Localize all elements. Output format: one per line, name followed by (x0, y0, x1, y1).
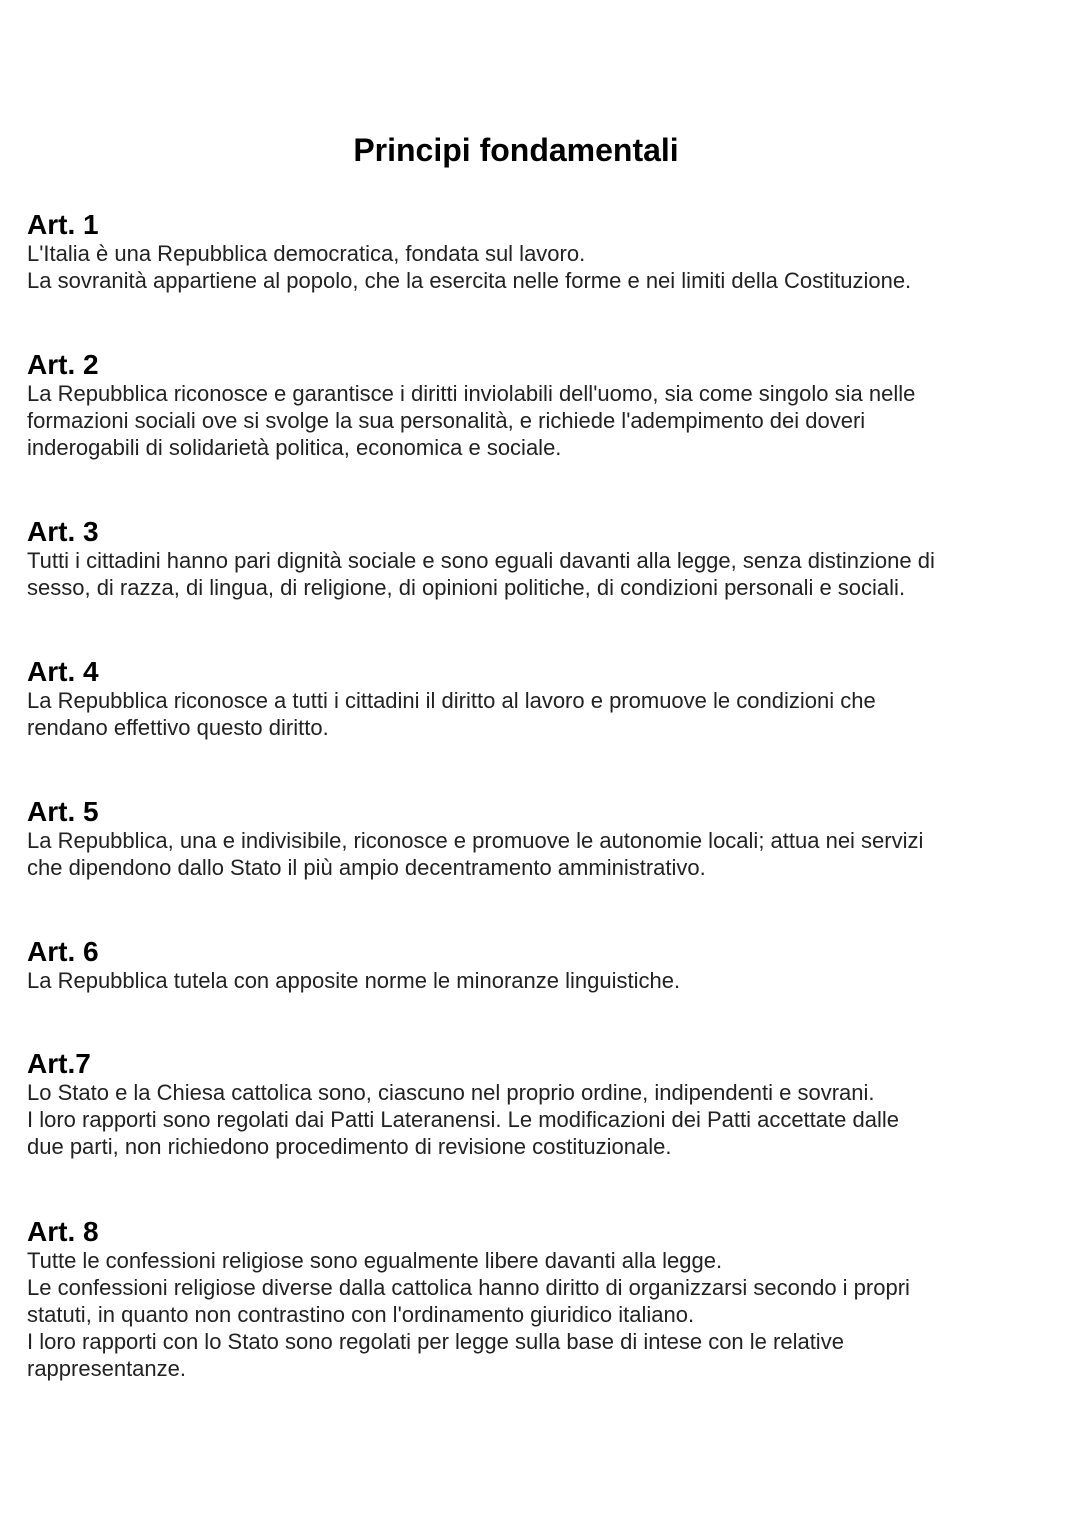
article-2 (27, 350, 1047, 461)
article-3 (27, 517, 1047, 601)
article-5 (27, 797, 1047, 881)
article-heading: Art.7 (27, 1048, 91, 1079)
article-text-line: La Repubblica riconosce e garantisce i diritti inviolabili dell'uomo, sia come singolo sia nelle (27, 381, 916, 406)
article-heading: Art. 8 (27, 1216, 99, 1247)
article-text-line: La Repubblica riconosce a tutti i cittadini il diritto al lavoro e promuove le condizioni che (27, 688, 876, 713)
article-7 (27, 1049, 1047, 1160)
article-text-line: La Repubblica, una e indivisibile, riconosce e promuove le autonomie locali; attua nei servizi (27, 828, 924, 853)
article-heading: Art. 4 (27, 656, 99, 687)
article-6 (27, 937, 1047, 994)
article-text-line: rappresentanze. (27, 1356, 186, 1381)
article-8 (27, 1217, 1047, 1382)
article-text-line: Tutte le confessioni religiose sono egualmente libere davanti alla legge. (27, 1248, 723, 1273)
article-text-line: L'Italia è una Repubblica democratica, fondata sul lavoro. (27, 241, 586, 266)
page-title: Principi fondamentali (353, 132, 679, 168)
article-text-line: I loro rapporti con lo Stato sono regolati per legge sulla base di intese con le relative (27, 1329, 844, 1354)
article-text-line: che dipendono dallo Stato il più ampio decentramento amministrativo. (27, 855, 706, 880)
article-text-line: sesso, di razza, di lingua, di religione, di opinioni politiche, di condizioni personali e sociali. (27, 575, 906, 600)
article-text-line: due parti, non richiedono procedimento di revisione costituzionale. (27, 1134, 672, 1159)
article-text-line: statuti, in quanto non contrastino con l'ordinamento giuridico italiano. (27, 1302, 695, 1327)
article-text-line: inderogabili di solidarietà politica, economica e sociale. (27, 435, 562, 460)
article-heading: Art. 5 (27, 796, 99, 827)
article-4 (27, 657, 1047, 741)
article-heading: Art. 6 (27, 936, 99, 967)
article-heading: Art. 2 (27, 349, 99, 380)
article-text-line: rendano effettivo questo diritto. (27, 715, 329, 740)
article-text-line: Le confessioni religiose diverse dalla cattolica hanno diritto di organizzarsi secondo i propri (27, 1275, 910, 1300)
article-heading: Art. 3 (27, 516, 99, 547)
article-heading: Art. 1 (27, 209, 99, 240)
article-1 (27, 210, 1047, 294)
article-text-line: Tutti i cittadini hanno pari dignità sociale e sono eguali davanti alla legge, senza distinzione di (27, 548, 935, 573)
article-text-line: La Repubblica tutela con apposite norme le minoranze linguistiche. (27, 968, 681, 993)
article-text-line: La sovranità appartiene al popolo, che la esercita nelle forme e nei limiti della Costituzione. (27, 268, 912, 293)
article-text-line: Lo Stato e la Chiesa cattolica sono, ciascuno nel proprio ordine, indipendenti e sovrani. (27, 1080, 875, 1105)
article-text-line: I loro rapporti sono regolati dai Patti Lateranensi. Le modificazioni dei Patti accettate dalle (27, 1107, 899, 1132)
article-text-line: formazioni sociali ove si svolge la sua personalità, e richiede l'adempimento dei doveri (27, 408, 866, 433)
